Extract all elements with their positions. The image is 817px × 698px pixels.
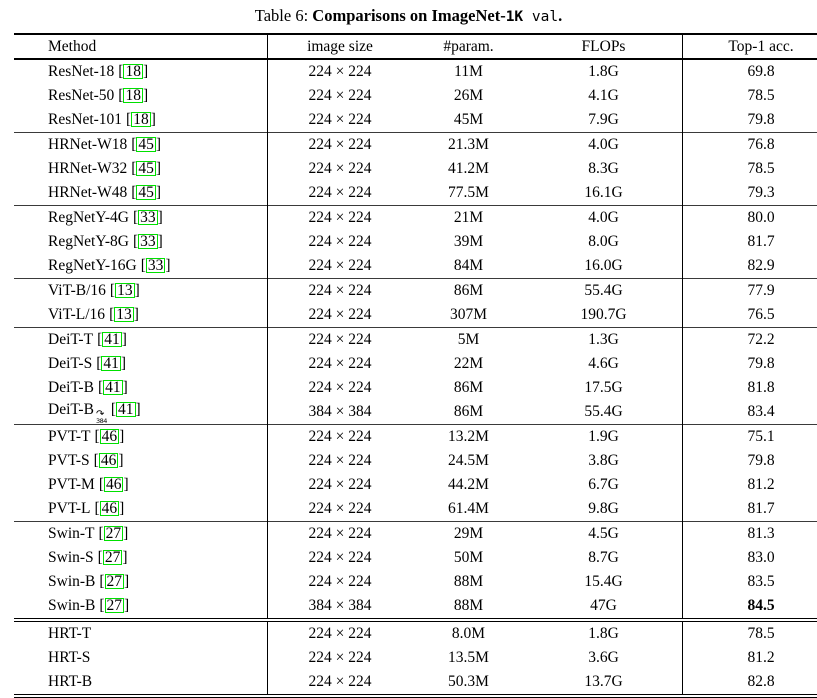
flops-cell: 3.8G (525, 449, 683, 473)
citation-link[interactable]: [ 41 ] (97, 331, 127, 348)
method-name: ViT-B/16 (48, 282, 106, 299)
params-cell: 29M (412, 522, 525, 547)
method-name: ResNet-18 (48, 63, 114, 80)
params-cell: 41.2M (412, 157, 525, 181)
citation-link[interactable]: [ 18 ] (118, 87, 148, 104)
citation-number[interactable]: 46 (100, 429, 120, 444)
method-cell (14, 230, 268, 254)
method-name: ResNet-101 (48, 111, 122, 128)
image-size-cell: 224 × 224 (268, 449, 413, 473)
citation-link[interactable]: [ 33 ] (141, 257, 171, 274)
image-size-cell: 224 × 224 (268, 425, 413, 450)
table-row (14, 594, 817, 620)
citation-link[interactable]: [ 27 ] (99, 573, 129, 590)
params-cell: 5M (412, 328, 525, 353)
caption-val-text: val (523, 9, 558, 25)
image-size-cell: 224 × 224 (268, 570, 413, 594)
table-header (14, 34, 817, 59)
method-group (14, 425, 817, 522)
image-size-cell: 224 × 224 (268, 352, 413, 376)
top1-acc-cell: 83.4 (683, 400, 817, 425)
image-size-cell: 224 × 224 (268, 303, 413, 328)
flops-cell: 4.6G (525, 352, 683, 376)
method-cell (14, 254, 268, 279)
top1-acc-cell: 80.0 (683, 206, 817, 231)
params-cell: 50.3M (412, 670, 525, 696)
image-size-cell: 224 × 224 (268, 670, 413, 696)
flops-cell: 1.8G (525, 620, 683, 646)
image-size-cell: 224 × 224 (268, 157, 413, 181)
table-row (14, 84, 817, 108)
col-header-flops: FLOPs (525, 34, 683, 59)
params-cell: 86M (412, 279, 525, 304)
params-cell: 88M (412, 594, 525, 620)
flops-cell: 17.5G (525, 376, 683, 400)
top1-acc-cell: 83.0 (683, 546, 817, 570)
method-cell (14, 400, 268, 425)
caption-period: . (558, 6, 562, 25)
citation-link[interactable]: [ 46 ] (94, 452, 124, 469)
flops-cell: 7.9G (525, 108, 683, 133)
citation-number[interactable]: 45 (136, 161, 156, 176)
params-cell: 39M (412, 230, 525, 254)
citation-number[interactable]: 13 (114, 307, 134, 322)
method-cell (14, 620, 268, 646)
top1-acc-cell: 79.8 (683, 352, 817, 376)
method-name: PVT-S (48, 452, 90, 469)
top1-acc-cell: 84.5 (683, 594, 817, 620)
params-cell: 13.2M (412, 425, 525, 450)
image-size-cell: 224 × 224 (268, 279, 413, 304)
method-group (14, 279, 817, 328)
image-size-cell: 224 × 224 (268, 181, 413, 206)
params-cell: 22M (412, 352, 525, 376)
flops-cell: 4.5G (525, 522, 683, 547)
citation-number[interactable]: 46 (99, 453, 119, 468)
citation-number[interactable]: 45 (136, 137, 156, 152)
method-name: RegNetY-16G (48, 257, 137, 274)
image-size-cell: 384 × 384 (268, 400, 413, 425)
flops-cell: 6.7G (525, 473, 683, 497)
citation-number[interactable]: 27 (104, 526, 124, 541)
params-cell: 84M (412, 254, 525, 279)
image-size-cell: 224 × 224 (268, 328, 413, 353)
image-size-cell: 224 × 224 (268, 546, 413, 570)
citation-link[interactable]: [ 27 ] (98, 549, 128, 566)
flops-cell: 1.3G (525, 328, 683, 353)
method-cell (14, 59, 268, 84)
flops-cell: 190.7G (525, 303, 683, 328)
method-cell (14, 84, 268, 108)
caption-bold-text: Comparisons on ImageNet- (312, 6, 505, 25)
top1-acc-cell: 81.7 (683, 497, 817, 522)
top1-acc-cell: 82.8 (683, 670, 817, 696)
table-row (14, 646, 817, 670)
params-cell: 24.5M (412, 449, 525, 473)
params-cell: 11M (412, 59, 525, 84)
params-cell: 13.5M (412, 646, 525, 670)
flops-cell: 55.4G (525, 400, 683, 425)
method-cell (14, 133, 268, 158)
table-row (14, 352, 817, 376)
citation-link[interactable]: [ 45 ] (131, 184, 161, 201)
citation-link[interactable]: [ 13 ] (109, 306, 139, 323)
citation-number[interactable]: 33 (138, 210, 158, 225)
image-size-cell: 224 × 224 (268, 376, 413, 400)
image-size-cell: 224 × 224 (268, 59, 413, 84)
citation-number[interactable]: 27 (103, 550, 123, 565)
image-size-cell: 224 × 224 (268, 620, 413, 646)
image-size-cell: 224 × 224 (268, 254, 413, 279)
citation-number[interactable]: 33 (146, 258, 166, 273)
col-header-image-size: image size (268, 34, 413, 59)
image-size-cell: 224 × 224 (268, 497, 413, 522)
params-cell: 77.5M (412, 181, 525, 206)
citation-number[interactable]: 13 (115, 283, 135, 298)
method-name: RegNetY-8G (48, 233, 129, 250)
citation-link[interactable]: [ 27 ] (99, 597, 129, 614)
method-cell (14, 473, 268, 497)
method-name: DeiT-T (48, 331, 93, 348)
top1-acc-cell: 82.9 (683, 254, 817, 279)
table-row (14, 449, 817, 473)
citation-number[interactable]: 18 (123, 64, 143, 79)
method-cell (14, 206, 268, 231)
image-size-cell: 224 × 224 (268, 230, 413, 254)
caption-imagenet-1k: 1K (506, 9, 523, 25)
method-name: Swin-B (48, 597, 95, 614)
citation-number[interactable]: 27 (105, 574, 125, 589)
citation-number[interactable]: 18 (131, 112, 151, 127)
method-group (14, 206, 817, 279)
table-row (14, 328, 817, 353)
citation-link[interactable]: [ 33 ] (133, 233, 163, 250)
results-table (14, 33, 817, 698)
method-cell (14, 279, 268, 304)
method-name: DeiT-S (48, 355, 92, 372)
table-caption (0, 6, 817, 26)
method-cell (14, 449, 268, 473)
params-cell: 45M (412, 108, 525, 133)
top1-acc-cell: 79.8 (683, 449, 817, 473)
citation-link[interactable]: [ 41 ] (111, 401, 141, 418)
flops-cell: 4.1G (525, 84, 683, 108)
image-size-cell: 224 × 224 (268, 522, 413, 547)
table-row (14, 497, 817, 522)
method-cell (14, 497, 268, 522)
method-cell (14, 646, 268, 670)
top1-acc-cell: 81.7 (683, 230, 817, 254)
citation-number[interactable]: 45 (136, 185, 156, 200)
flops-cell: 16.0G (525, 254, 683, 279)
flops-cell: 47G (525, 594, 683, 620)
method-cell (14, 546, 268, 570)
citation-number[interactable]: 46 (100, 501, 120, 516)
params-cell: 86M (412, 376, 525, 400)
method-name: Swin-T (48, 525, 95, 542)
flops-cell: 4.0G (525, 206, 683, 231)
method-name: HRNet-W48 (48, 184, 127, 201)
flops-cell: 8.7G (525, 546, 683, 570)
top1-acc-cell: 78.5 (683, 84, 817, 108)
col-header-params: #param. (412, 34, 525, 59)
table-row (14, 670, 817, 696)
table-row (14, 254, 817, 279)
method-name: DeiT-B (48, 401, 94, 418)
table-row (14, 108, 817, 133)
table-row (14, 522, 817, 547)
method-name: HRNet-W18 (48, 136, 127, 153)
flops-cell: 8.3G (525, 157, 683, 181)
citation-number[interactable]: 41 (102, 332, 122, 347)
top1-acc-cell: 75.1 (683, 425, 817, 450)
top1-acc-cell: 78.5 (683, 620, 817, 646)
citation-link[interactable]: [ 18 ] (126, 111, 156, 128)
top1-acc-cell: 69.8 (683, 59, 817, 84)
flops-cell: 4.0G (525, 133, 683, 158)
citation-number[interactable]: 41 (101, 356, 121, 371)
image-size-cell: 224 × 224 (268, 108, 413, 133)
top1-acc-cell: 72.2 (683, 328, 817, 353)
params-cell: 44.2M (412, 473, 525, 497)
method-cell (14, 303, 268, 328)
top1-acc-cell: 83.5 (683, 570, 817, 594)
citation-link[interactable]: [ 41 ] (96, 355, 126, 372)
flops-cell: 13.7G (525, 670, 683, 696)
flops-cell: 3.6G (525, 646, 683, 670)
citation-number[interactable]: 33 (138, 234, 158, 249)
image-size-cell: 224 × 224 (268, 84, 413, 108)
flops-cell: 1.9G (525, 425, 683, 450)
params-cell: 50M (412, 546, 525, 570)
flops-cell: 9.8G (525, 497, 683, 522)
upscale-384-icon: ↷ 384 (96, 411, 107, 424)
citation-link[interactable]: [ 27 ] (99, 525, 129, 542)
method-cell (14, 352, 268, 376)
image-size-cell: 384 × 384 (268, 594, 413, 620)
flops-cell: 55.4G (525, 279, 683, 304)
table-row (14, 59, 817, 84)
method-name: HRNet-W32 (48, 160, 127, 177)
citation-link[interactable]: [ 46 ] (99, 476, 129, 493)
citation-number[interactable]: 18 (123, 88, 143, 103)
method-cell (14, 376, 268, 400)
table-row (14, 473, 817, 497)
method-cell (14, 570, 268, 594)
table-row (14, 206, 817, 231)
table-row (14, 570, 817, 594)
citation-link[interactable]: [ 46 ] (95, 500, 125, 517)
method-group (14, 328, 817, 425)
top1-acc-cell: 81.2 (683, 473, 817, 497)
method-name: ResNet-50 (48, 87, 114, 104)
params-cell: 21.3M (412, 133, 525, 158)
method-name: PVT-L (48, 500, 91, 517)
method-cell (14, 670, 268, 696)
image-size-cell: 224 × 224 (268, 473, 413, 497)
table-row (14, 425, 817, 450)
citation-link[interactable]: [ 13 ] (110, 282, 140, 299)
table-row (14, 133, 817, 158)
table-row (14, 400, 817, 425)
method-name: PVT-M (48, 476, 95, 493)
flops-cell: 16.1G (525, 181, 683, 206)
method-cell (14, 522, 268, 547)
method-group (14, 59, 817, 133)
table-row (14, 230, 817, 254)
image-size-cell: 224 × 224 (268, 206, 413, 231)
citation-link[interactable]: [ 41 ] (98, 379, 128, 396)
caption-prefix: Table 6: (255, 6, 313, 25)
method-name: PVT-T (48, 428, 91, 445)
method-name: HRT-T (48, 625, 91, 642)
table-row (14, 303, 817, 328)
table-row (14, 279, 817, 304)
top1-acc-cell: 77.9 (683, 279, 817, 304)
citation-number[interactable]: 27 (105, 598, 125, 613)
citation-number[interactable]: 41 (116, 402, 136, 417)
table-row (14, 620, 817, 646)
citation-link[interactable]: [ 33 ] (133, 209, 163, 226)
top1-acc-cell: 78.5 (683, 157, 817, 181)
method-cell (14, 108, 268, 133)
citation-link[interactable]: [ 18 ] (118, 63, 148, 80)
citation-link[interactable]: [ 45 ] (131, 136, 161, 153)
table-row (14, 157, 817, 181)
method-cell (14, 328, 268, 353)
image-size-cell: 224 × 224 (268, 646, 413, 670)
method-cell (14, 157, 268, 181)
params-cell: 88M (412, 570, 525, 594)
method-cell (14, 181, 268, 206)
table-row (14, 376, 817, 400)
method-group (14, 620, 817, 696)
method-name: HRT-B (48, 673, 92, 690)
top1-acc-cell: 79.8 (683, 108, 817, 133)
top1-acc-cell: 76.5 (683, 303, 817, 328)
image-size-cell: 224 × 224 (268, 133, 413, 158)
params-cell: 8.0M (412, 620, 525, 646)
params-cell: 86M (412, 400, 525, 425)
top1-acc-cell: 76.8 (683, 133, 817, 158)
col-header-method: Method (14, 34, 268, 59)
table-row (14, 181, 817, 206)
citation-link[interactable]: [ 46 ] (95, 428, 125, 445)
method-cell (14, 594, 268, 620)
method-name: RegNetY-4G (48, 209, 129, 226)
top1-acc-cell: 81.8 (683, 376, 817, 400)
header-row (14, 34, 817, 59)
citation-link[interactable]: [ 45 ] (131, 160, 161, 177)
method-name: ViT-L/16 (48, 306, 105, 323)
method-cell (14, 425, 268, 450)
flops-cell: 8.0G (525, 230, 683, 254)
top1-acc-cell: 79.3 (683, 181, 817, 206)
params-cell: 26M (412, 84, 525, 108)
method-group (14, 522, 817, 621)
citation-number[interactable]: 41 (103, 380, 123, 395)
method-name: HRT-S (48, 649, 90, 666)
flops-cell: 15.4G (525, 570, 683, 594)
col-header-top1-acc: Top-1 acc. (683, 34, 817, 59)
method-name: Swin-B (48, 573, 95, 590)
method-name: DeiT-B (48, 379, 94, 396)
method-name: Swin-S (48, 549, 94, 566)
params-cell: 61.4M (412, 497, 525, 522)
top1-acc-cell: 81.3 (683, 522, 817, 547)
params-cell: 21M (412, 206, 525, 231)
top1-acc-cell: 81.2 (683, 646, 817, 670)
flops-cell: 1.8G (525, 59, 683, 84)
citation-number[interactable]: 46 (104, 477, 124, 492)
table-row (14, 546, 817, 570)
params-cell: 307M (412, 303, 525, 328)
method-group (14, 133, 817, 206)
